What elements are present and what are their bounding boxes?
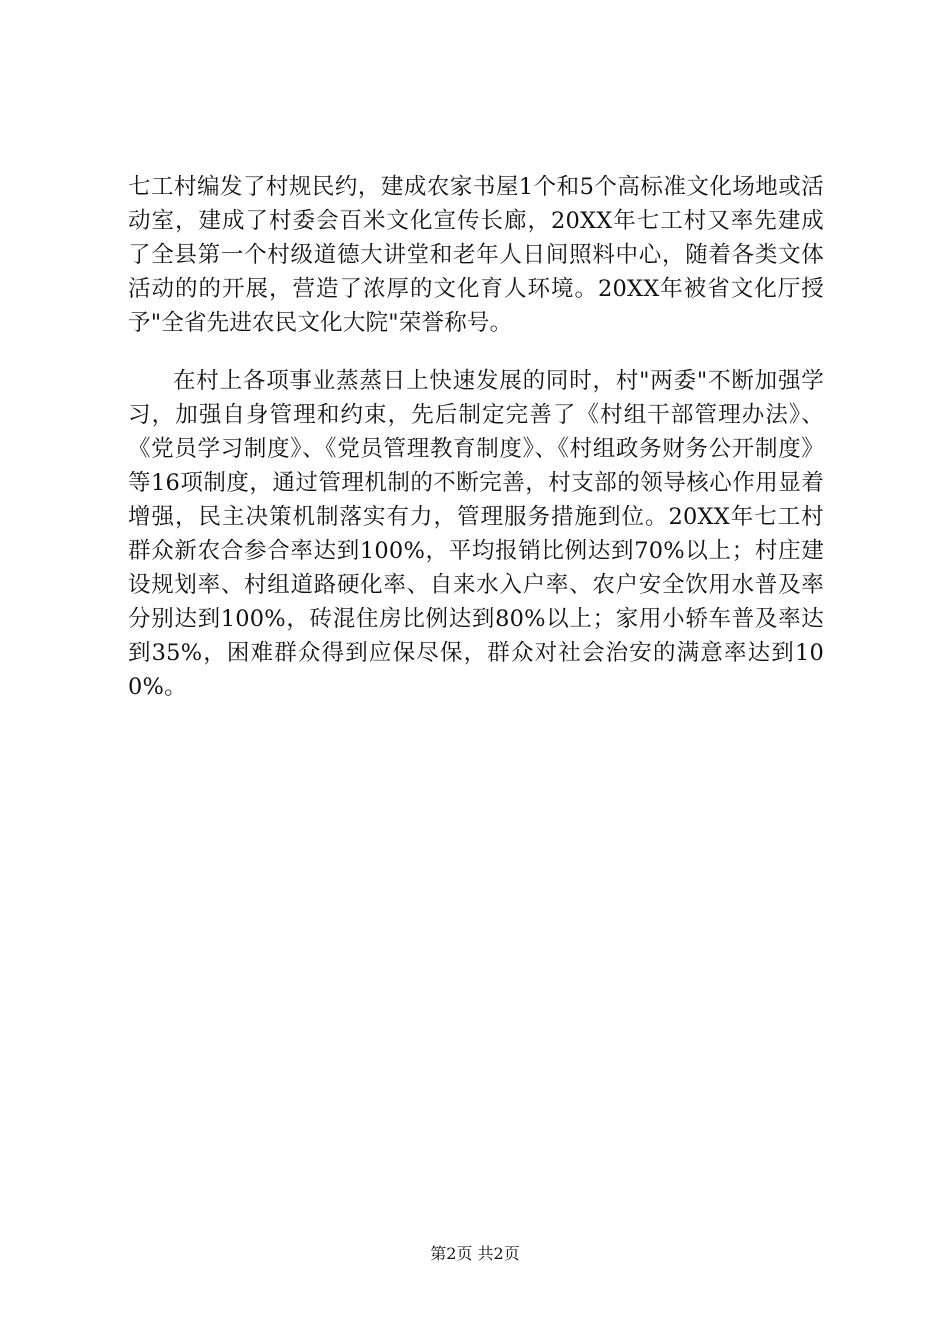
document-body	[128, 170, 824, 704]
paragraph-1: 七工村编发了村规民约，建成农家书屋1个和5个高标准文化场地或活动室，建成了村委会百米文化宣传长廊，20XX年七工村又率先建成了全县第一个村级道德大讲堂和老年人日间照料中心，随着各类文体活动的的开展，营造了浓厚的文化育人环境。20XX年被省文化厅授予"全省先进农民文化大院"荣誉称号。	[128, 174, 824, 336]
page-footer: 第2页 共2页	[430, 1244, 520, 1263]
paragraph-2: 在村上各项事业蒸蒸日上快速发展的同时，村"两委"不断加强学习，加强自身管理和约束，先后制定完善了《村组干部管理办法》、《党员学习制度》、《党员管理教育制度》、《村组政务财务公开制度》等16项制度，通过管理机制的不断完善，村支部的领导核心作用显着增强，民主决策机制落实有力，管理服务措施到位。20XX年七工村群众新农合参合率达到100%，平均报销比例达到70%以上；村庄建设规划率、村组道路硬化率、自来水入户率、农户安全饮用水普及率分别达到100%，砖混住房比例达到80%以上；家用小轿车普及率达到35%，困难群众得到应保尽保，群众对社会治安的满意率达到100%。	[128, 368, 824, 700]
